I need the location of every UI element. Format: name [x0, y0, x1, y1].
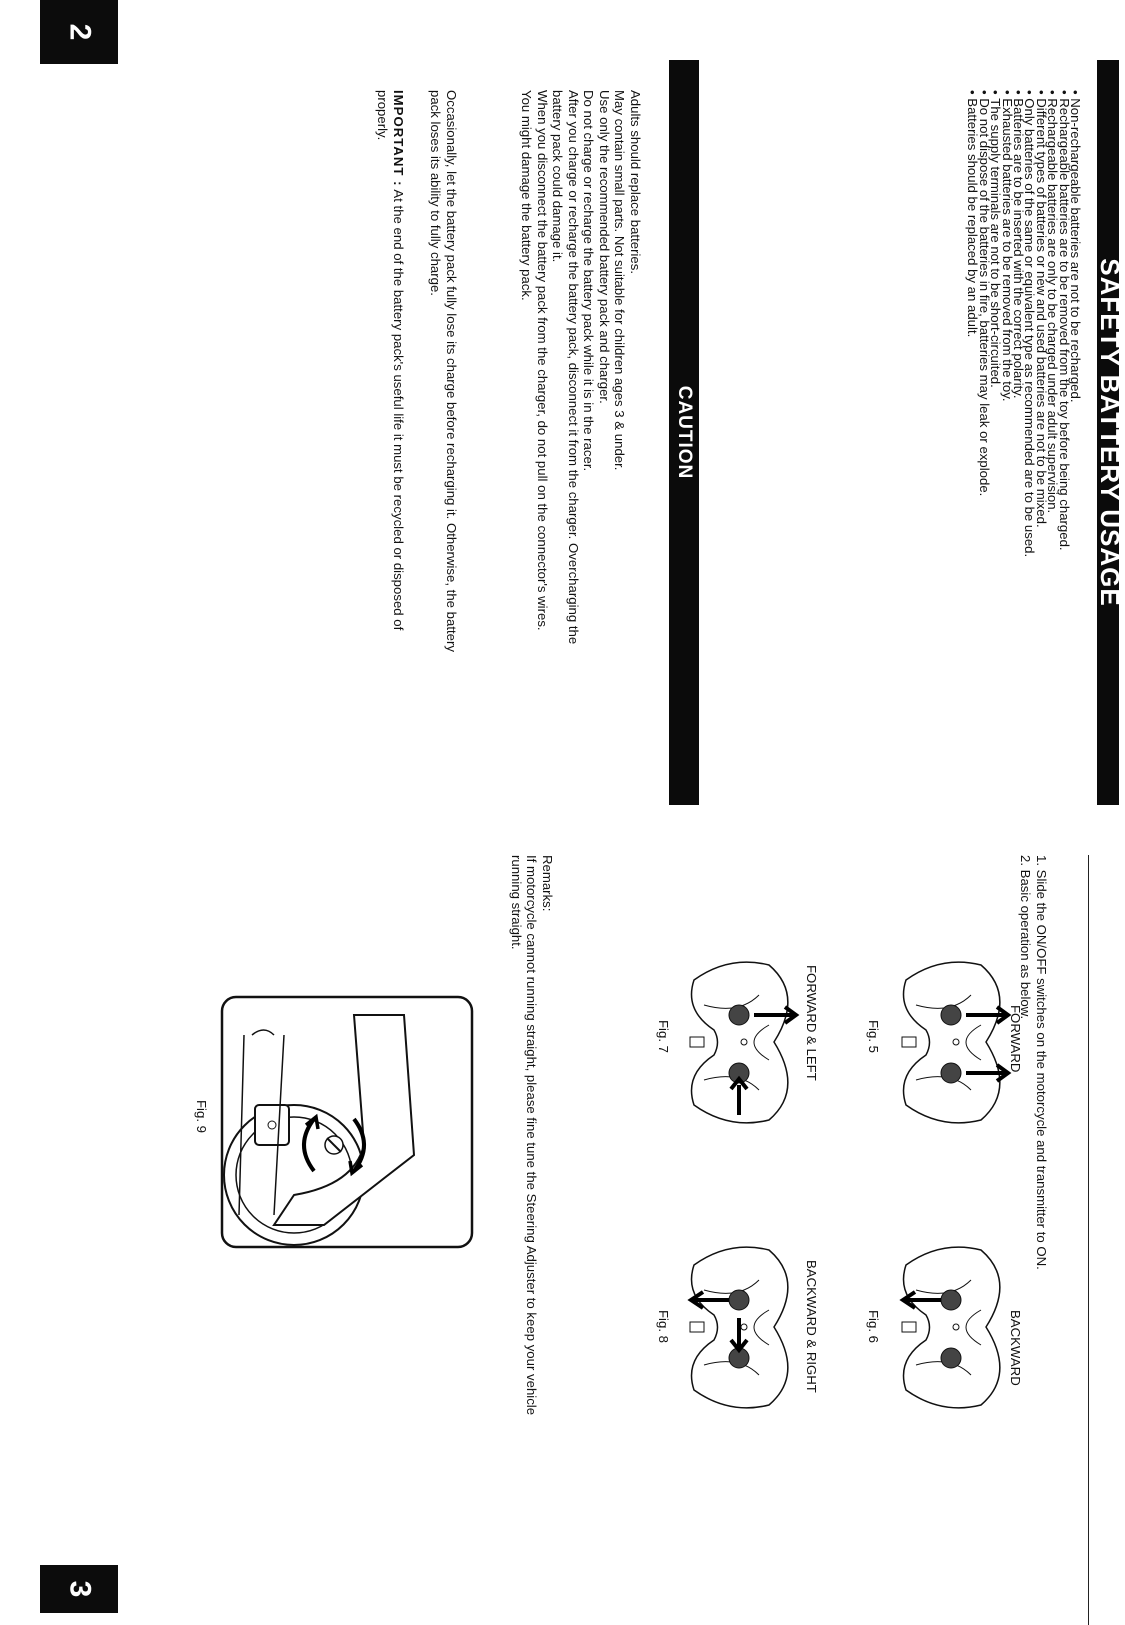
list-item: • Do not dispose of the batteries in fire, batteries may leak or explode.: [978, 90, 989, 557]
fig6-controller-diagram: [891, 1240, 1011, 1415]
page-number-left: 2: [63, 23, 96, 41]
fig7-caption: Fig. 7: [656, 1020, 671, 1053]
safety-list: [967, 90, 1081, 557]
occasionally-line: Occasionally, let the battery pack fully lose its charge before recharging it. Otherwise, the battery: [444, 90, 459, 652]
caution-title: CAUTION: [674, 385, 695, 480]
caution-banner: [669, 60, 699, 805]
safety-title-banner: [1095, 60, 1125, 805]
fig6-caption: Fig. 6: [866, 1310, 881, 1343]
list-item: • Rechargeable batteries are to be removed from the toy before being charged.: [1058, 90, 1069, 557]
fig5-label: FORWARD: [1008, 1005, 1023, 1073]
fig5-controller-diagram: [891, 955, 1011, 1130]
important-label: IMPORTANT :: [391, 90, 406, 187]
important-line: properly.: [375, 90, 391, 141]
fig8-label: BACKWARD & RIGHT: [804, 1260, 819, 1393]
list-item: • Non-rechargeable batteries are not to be recharged.: [1070, 90, 1081, 557]
list-item: • Batteries should be replaced by an adult.: [967, 90, 978, 557]
remarks-line: running straight.: [509, 855, 524, 950]
caution-line: When you disconnect the battery pack from the charger, do not pull on the connector's wires.: [535, 90, 550, 631]
list-item: • Exhausted batteries are to be removed from the toy.: [1001, 90, 1012, 557]
remarks-line: If motorcycle cannot running straight, please fine tune the Steering Adjuster to keep your vehicle: [524, 855, 540, 1416]
safety-title: SAFETY BATTERY USAGE: [1095, 258, 1125, 607]
caution-text: [519, 90, 643, 644]
occasionally-line: pack loses its ability to fully charge.: [428, 90, 444, 296]
list-item: • The supply terminals are not to be short-circuited.: [990, 90, 1001, 557]
caution-line: battery pack could damage it.: [550, 90, 566, 263]
list-item: • Rechargeable batteries are only to be charged under adult supervision.: [1047, 90, 1058, 557]
fig8-controller-diagram: [679, 1240, 799, 1415]
important-note: [375, 90, 406, 630]
list-item: • Only batteries of the same or equivalent type as recommended are to be used.: [1024, 90, 1035, 557]
fig6-label: BACKWARD: [1008, 1310, 1023, 1386]
caution-line: After you charge or recharge the battery pack, disconnect it from the charger. Overcharging the: [566, 90, 581, 645]
fig9-caption: Fig. 9: [194, 1100, 209, 1133]
step-line: 1. Slide the ON/OFF switches on the motorcycle and transmitter to ON.: [1034, 855, 1049, 1270]
fig7-controller-diagram: [679, 955, 799, 1130]
caution-line: Use only the recommended battery pack and charger.: [597, 90, 612, 404]
fig8-caption: Fig. 8: [656, 1310, 671, 1343]
fig7-label: FORWARD & LEFT: [804, 965, 819, 1081]
step-line: 2. Basic operation as below.: [1018, 855, 1034, 1020]
remarks: [509, 855, 556, 1415]
fig9-steering-adjuster-diagram: [219, 995, 474, 1250]
fig5-caption: Fig. 5: [866, 1020, 881, 1053]
important-line: At the end of the battery pack's useful life it must be recycled or disposed of: [391, 189, 406, 631]
caution-line: Adults should replace batteries.: [628, 90, 643, 275]
list-item: • Batteries are to be inserted with the correct polarity.: [1013, 90, 1024, 557]
remarks-title: Remarks:: [540, 855, 555, 912]
list-item: • Different types of batteries or new and used batteries are not to be mixed.: [1035, 90, 1046, 557]
occasionally-text: [428, 90, 459, 652]
caution-line: You might damage the battery pack.: [519, 90, 535, 301]
caution-line: Do not charge or recharge the battery pack while it is in the racer.: [581, 90, 597, 472]
caution-line: May contain small parts. Not suitable for children ages 3 & under.: [612, 90, 628, 471]
page-number-right: 3: [63, 1580, 96, 1598]
top-rule: [1088, 855, 1089, 1625]
